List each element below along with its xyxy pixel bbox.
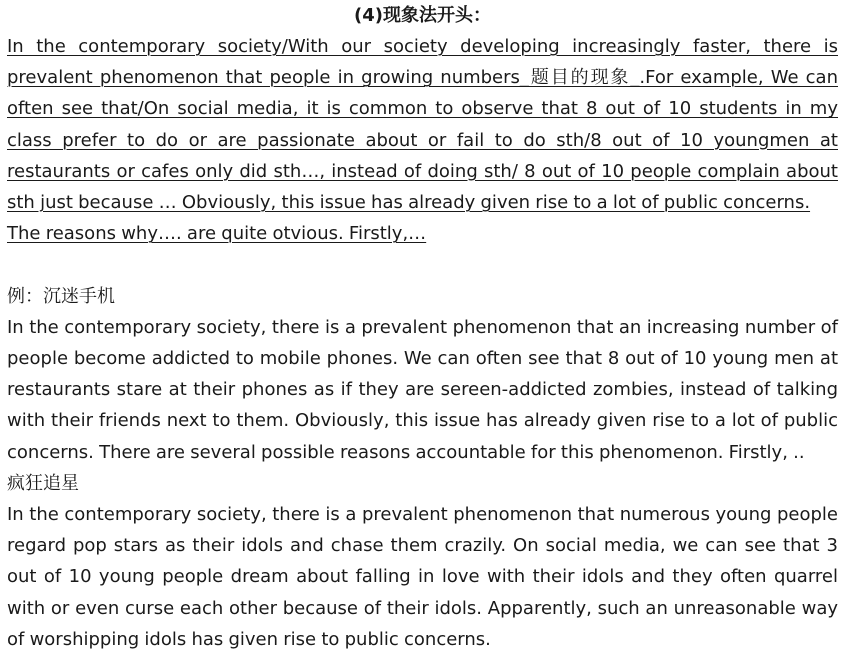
section-title: (4)现象法开头： [354,5,491,26]
example-paragraph-phone-addiction: In the contemporary society, there is a prevalent phenomenon that an increasing number of people become addicted to mobile phones. We can often see that 8 out of 10 young men at restaurants stare at their phones as if they are sereen-addicted zombies, instead of talking with their friends next to them. Obviously, this issue has already given rise to a lot of public concerns. There are several possible reasons accountable for this phenomenon. Firstly, .. [7,316,838,463]
example-paragraph-star-chasing: In the contemporary society, there is a prevalent phenomenon that numerous young people regard pop stars as their idols and chase them crazily. On social media, we can see that 3 out of 10 young people dream about falling in love with their idols and they often quarrel with or even curse each other because of their idols. Apparently, such an unreasonable way of worshipping idols has given rise to public concerns. [7,504,838,650]
example-label-star-chasing: 疯狂追星 [7,472,79,494]
blank-line [7,249,838,280]
template-paragraph [7,31,838,218]
template-paragraph-text: In the contemporary society/With our society developing increasingly faster, there is prevalent phenomenon that people in growing numbers_题目的现象_.For example, We can often see that/On social media, it is common to observe that 8 out of 10 students in my class prefer to do or are passionate about or fail to do sth/8 out of 10 youngmen at restaurants or cafes only did sth…, instead of doing sth/ 8 out of 10 people complain about sth just because … Obviously, this issue has already given rise to a lot of public concerns. [7,36,838,214]
example-label-phone-addiction: 例：沉迷手机 [7,285,115,307]
document-page [7,0,838,655]
template-reasons-line [7,218,838,249]
template-reasons-text: The reasons why…. are quite otvious. Firstly,… [7,223,427,245]
